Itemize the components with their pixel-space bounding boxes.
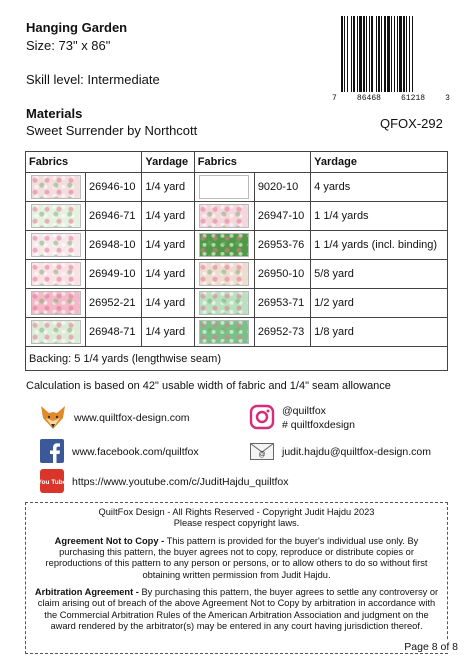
fabric-swatch-cell xyxy=(194,289,254,318)
fabric-swatch-cell xyxy=(26,318,86,347)
fabric-yardage: 1/4 yard xyxy=(142,173,194,202)
email-contact[interactable] xyxy=(250,443,431,463)
fabric-yardage: 1 1/4 yards xyxy=(311,202,448,231)
youtube-icon xyxy=(37,469,67,496)
table-header-row xyxy=(26,152,448,173)
website-contact[interactable] xyxy=(40,404,190,433)
facebook-contact[interactable] xyxy=(40,439,199,466)
fabric-yardage: 1/4 yard xyxy=(142,318,194,347)
fabric-swatch-cell xyxy=(194,173,254,202)
fabric-swatch xyxy=(199,320,249,344)
barcode-bars xyxy=(341,16,447,92)
fabric-code: 26947-10 xyxy=(254,202,310,231)
table-row xyxy=(26,260,448,289)
barcode-digit-group: 86468 xyxy=(356,94,381,103)
quilt-size: Size: 73" x 86" xyxy=(26,38,111,53)
page-number: Page 8 of 8 xyxy=(404,641,458,653)
fabric-code: 26953-76 xyxy=(254,231,310,260)
fabric-yardage: 1/4 yard xyxy=(142,231,194,260)
fabric-yardage: 1/2 yard xyxy=(311,289,448,318)
fabric-swatch xyxy=(31,320,81,344)
fabric-yardage: 1/4 yard xyxy=(142,202,194,231)
fabric-swatch xyxy=(199,291,249,315)
instagram-contact[interactable] xyxy=(250,405,355,432)
fabric-swatch-cell xyxy=(194,202,254,231)
barcode-digit-group: 61218 xyxy=(401,94,426,103)
fox-logo-icon xyxy=(40,404,66,433)
barcode-digit-group: 3 xyxy=(445,94,450,103)
fabric-swatch-cell xyxy=(26,202,86,231)
fabric-code: 26946-71 xyxy=(86,202,142,231)
fabric-yardage: 5/8 yard xyxy=(311,260,448,289)
fabric-swatch-cell xyxy=(194,231,254,260)
instagram-hashtag[interactable]: # quiltfoxdesign xyxy=(282,418,355,431)
pattern-code: QFOX-292 xyxy=(380,116,443,131)
facebook-icon xyxy=(40,439,64,466)
fabric-swatch-cell xyxy=(194,260,254,289)
copyright-notice: Please respect copyright laws. xyxy=(173,518,300,529)
fabric-swatch xyxy=(31,204,81,228)
instagram-handle[interactable]: @quiltfox xyxy=(282,405,326,417)
fabric-swatch xyxy=(199,204,249,228)
arbitration-text: By purchasing this pattern, the buyer agrees to settle any controversy or claim arising out of breach of the above Agreement Not to Copy by arbitration in accordance with the Commercial Arbitration Rules of the American Arbitration Association and judgment on the award rendered by the arbitrator(s) may be entered in any court having jurisdiction thereof. xyxy=(37,586,439,631)
envelope-at-sign: @ xyxy=(258,451,266,459)
barcode-digits xyxy=(332,94,450,103)
fabric-yardage: 1/4 yard xyxy=(142,289,194,318)
agreement-text: This pattern is provided for the buyer's individual use only. By purchasing this pattern, the buyer agrees not to copy, reproduce or distribute copies or reproductions of this pattern to any person or persons, or to allow others to do so without first obtaining written permission from Judit Hajdu. xyxy=(45,535,428,580)
fabric-swatch xyxy=(199,262,249,286)
fabric-swatch-cell xyxy=(26,173,86,202)
table-row xyxy=(26,231,448,260)
agreement-paragraph xyxy=(34,536,439,581)
fabric-code: 26949-10 xyxy=(86,260,142,289)
calculation-note: Calculation is based on 42" usable width of fabric and 1/4" seam allowance xyxy=(26,380,391,392)
fabric-yardage: 1 1/4 yards (incl. binding) xyxy=(311,231,448,260)
skill-level: Skill level: Intermediate xyxy=(26,72,160,87)
fabrics-table xyxy=(25,151,448,371)
fabric-line: Sweet Surrender by Northcott xyxy=(26,123,198,138)
fabric-code: 26948-71 xyxy=(86,318,142,347)
fabric-swatch xyxy=(31,233,81,257)
pattern-title: Hanging Garden xyxy=(26,20,128,35)
fabric-yardage: 1/4 yard xyxy=(142,260,194,289)
fabric-swatch xyxy=(31,291,81,315)
agreement-title: Agreement Not to Copy - xyxy=(54,535,165,546)
fabric-code: 26948-10 xyxy=(86,231,142,260)
fabric-code: 26953-71 xyxy=(254,289,310,318)
materials-heading: Materials xyxy=(26,106,83,121)
column-header: Yardage xyxy=(142,152,194,173)
fabric-swatch xyxy=(31,262,81,286)
arbitration-title: Arbitration Agreement - xyxy=(34,586,139,597)
envelope-icon xyxy=(250,443,274,463)
youtube-link[interactable]: https://www.youtube.com/c/JuditHajdu_quiltfox xyxy=(72,475,289,488)
backing-text: Backing: 5 1/4 yards (lengthwise seam) xyxy=(26,347,448,371)
table-row xyxy=(26,318,448,347)
fabric-code: 26952-73 xyxy=(254,318,310,347)
fabric-swatch-cell xyxy=(26,260,86,289)
instagram-icon xyxy=(250,405,274,432)
fabric-swatch-cell xyxy=(26,231,86,260)
copyright-line: QuiltFox Design - All Rights Reserved - Copyright Judit Hajdu 2023 xyxy=(98,507,375,517)
fabric-code: 9020-10 xyxy=(254,173,310,202)
website-link[interactable]: www.quiltfox-design.com xyxy=(74,411,190,424)
fabric-code: 26946-10 xyxy=(86,173,142,202)
column-header: Yardage xyxy=(311,152,448,173)
email-link[interactable]: judit.hajdu@quiltfox-design.com xyxy=(282,446,431,459)
column-header: Fabrics xyxy=(194,152,310,173)
facebook-link[interactable]: www.facebook.com/quiltfox xyxy=(72,445,199,458)
copyright-box xyxy=(25,502,448,654)
barcode xyxy=(332,16,450,102)
arbitration-paragraph xyxy=(34,587,439,632)
table-row xyxy=(26,202,448,231)
fabric-swatch-cell xyxy=(26,289,86,318)
table-row xyxy=(26,289,448,318)
fabric-code: 26952-21 xyxy=(86,289,142,318)
table-row xyxy=(26,173,448,202)
fabric-swatch xyxy=(199,233,249,257)
fabric-code: 26950-10 xyxy=(254,260,310,289)
fabric-yardage: 4 yards xyxy=(311,173,448,202)
fabric-swatch-cell xyxy=(194,318,254,347)
youtube-icon-text: You Tube xyxy=(37,479,67,486)
youtube-contact[interactable] xyxy=(37,469,289,496)
backing-row xyxy=(26,347,448,371)
barcode-digit-group: 7 xyxy=(332,94,337,103)
column-header: Fabrics xyxy=(26,152,142,173)
fabric-yardage: 1/8 yard xyxy=(311,318,448,347)
fabric-swatch xyxy=(31,175,81,199)
fabric-swatch xyxy=(199,175,249,199)
